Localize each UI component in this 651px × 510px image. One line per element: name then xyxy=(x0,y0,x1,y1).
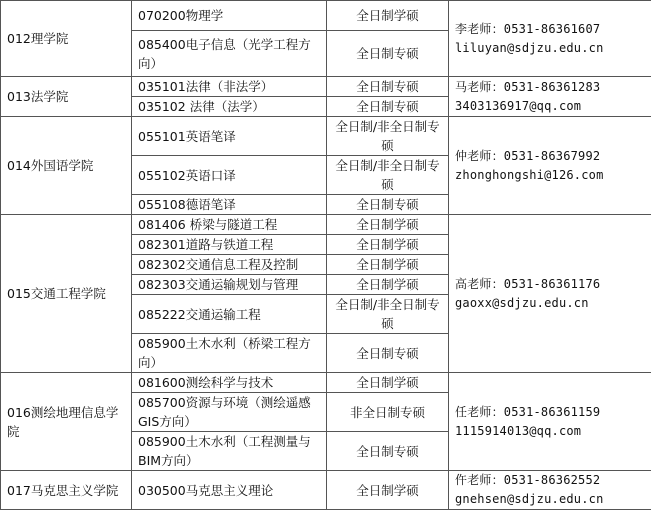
study-type: 全日制学硕 xyxy=(327,215,449,235)
major-name: 085900土木水利（桥梁工程方向） xyxy=(132,334,327,373)
contact-cell xyxy=(449,77,651,117)
major-name: 085900土木水利（工程测量与BIM方向） xyxy=(132,432,327,471)
contact-cell xyxy=(449,373,651,471)
contact-teacher: 马老师：0531-86361283 xyxy=(455,78,645,97)
contact-cell xyxy=(449,1,651,77)
table-row xyxy=(1,215,651,235)
study-type: 全日制专硕 xyxy=(327,432,449,471)
major-name: 082302交通信息工程及控制 xyxy=(132,255,327,275)
college-name: 012理学院 xyxy=(1,1,132,77)
major-name: 081600测绘科学与技术 xyxy=(132,373,327,393)
contact-teacher: 李老师：0531-86361607 xyxy=(455,20,645,39)
study-type: 全日制/非全日制专硕 xyxy=(327,156,449,195)
table-row xyxy=(1,77,651,97)
study-type: 全日制学硕 xyxy=(327,255,449,275)
contact-teacher: 仵老师：0531-86362552 xyxy=(455,471,645,490)
study-type: 全日制学硕 xyxy=(327,373,449,393)
college-name: 016测绘地理信息学院 xyxy=(1,373,132,471)
contact-email[interactable]: 1115914013@qq.com xyxy=(455,422,645,441)
study-type: 全日制/非全日制专硕 xyxy=(327,117,449,156)
study-type: 全日制专硕 xyxy=(327,97,449,117)
college-name: 014外国语学院 xyxy=(1,117,132,215)
contact-email[interactable]: gnehsen@sdjzu.edu.cn xyxy=(455,490,645,509)
study-type: 全日制专硕 xyxy=(327,77,449,97)
study-type: 非全日制专硕 xyxy=(327,393,449,432)
study-type: 全日制学硕 xyxy=(327,275,449,295)
college-name: 017马克思主义学院 xyxy=(1,471,132,510)
contact-email[interactable]: liluyan@sdjzu.edu.cn xyxy=(455,39,645,58)
contact-cell xyxy=(449,215,651,373)
college-name: 013法学院 xyxy=(1,77,132,117)
table-row xyxy=(1,117,651,156)
major-name: 035102 法律（法学） xyxy=(132,97,327,117)
table-row xyxy=(1,1,651,31)
table-row xyxy=(1,373,651,393)
college-name: 015交通工程学院 xyxy=(1,215,132,373)
major-name: 085700资源与环境（测绘遥感GIS方向） xyxy=(132,393,327,432)
contact-teacher: 仲老师：0531-86367992 xyxy=(455,147,645,166)
study-type: 全日制专硕 xyxy=(327,195,449,215)
major-name: 030500马克思主义理论 xyxy=(132,471,327,510)
major-name: 082301道路与铁道工程 xyxy=(132,235,327,255)
study-type: 全日制专硕 xyxy=(327,334,449,373)
major-name: 082303交通运输规划与管理 xyxy=(132,275,327,295)
contact-email[interactable]: 3403136917@qq.com xyxy=(455,97,645,116)
table-row xyxy=(1,471,651,510)
major-name: 055102英语口译 xyxy=(132,156,327,195)
contact-email[interactable]: gaoxx@sdjzu.edu.cn xyxy=(455,294,645,313)
major-name: 055108德语笔译 xyxy=(132,195,327,215)
major-name: 085400电子信息（光学工程方向） xyxy=(132,31,327,77)
contact-cell xyxy=(449,117,651,215)
study-type: 全日制/非全日制专硕 xyxy=(327,295,449,334)
study-type: 全日制学硕 xyxy=(327,1,449,31)
major-name: 070200物理学 xyxy=(132,1,327,31)
study-type: 全日制学硕 xyxy=(327,235,449,255)
contact-teacher: 任老师：0531-86361159 xyxy=(455,403,645,422)
study-type: 全日制学硕 xyxy=(327,471,449,510)
contact-email[interactable]: zhonghongshi@126.com xyxy=(455,166,645,185)
contact-cell xyxy=(449,471,651,510)
major-name: 085222交通运输工程 xyxy=(132,295,327,334)
major-name: 081406 桥梁与隧道工程 xyxy=(132,215,327,235)
study-type: 全日制专硕 xyxy=(327,31,449,77)
major-name: 035101法律（非法学） xyxy=(132,77,327,97)
major-name: 055101英语笔译 xyxy=(132,117,327,156)
contact-teacher: 高老师：0531-86361176 xyxy=(455,275,645,294)
